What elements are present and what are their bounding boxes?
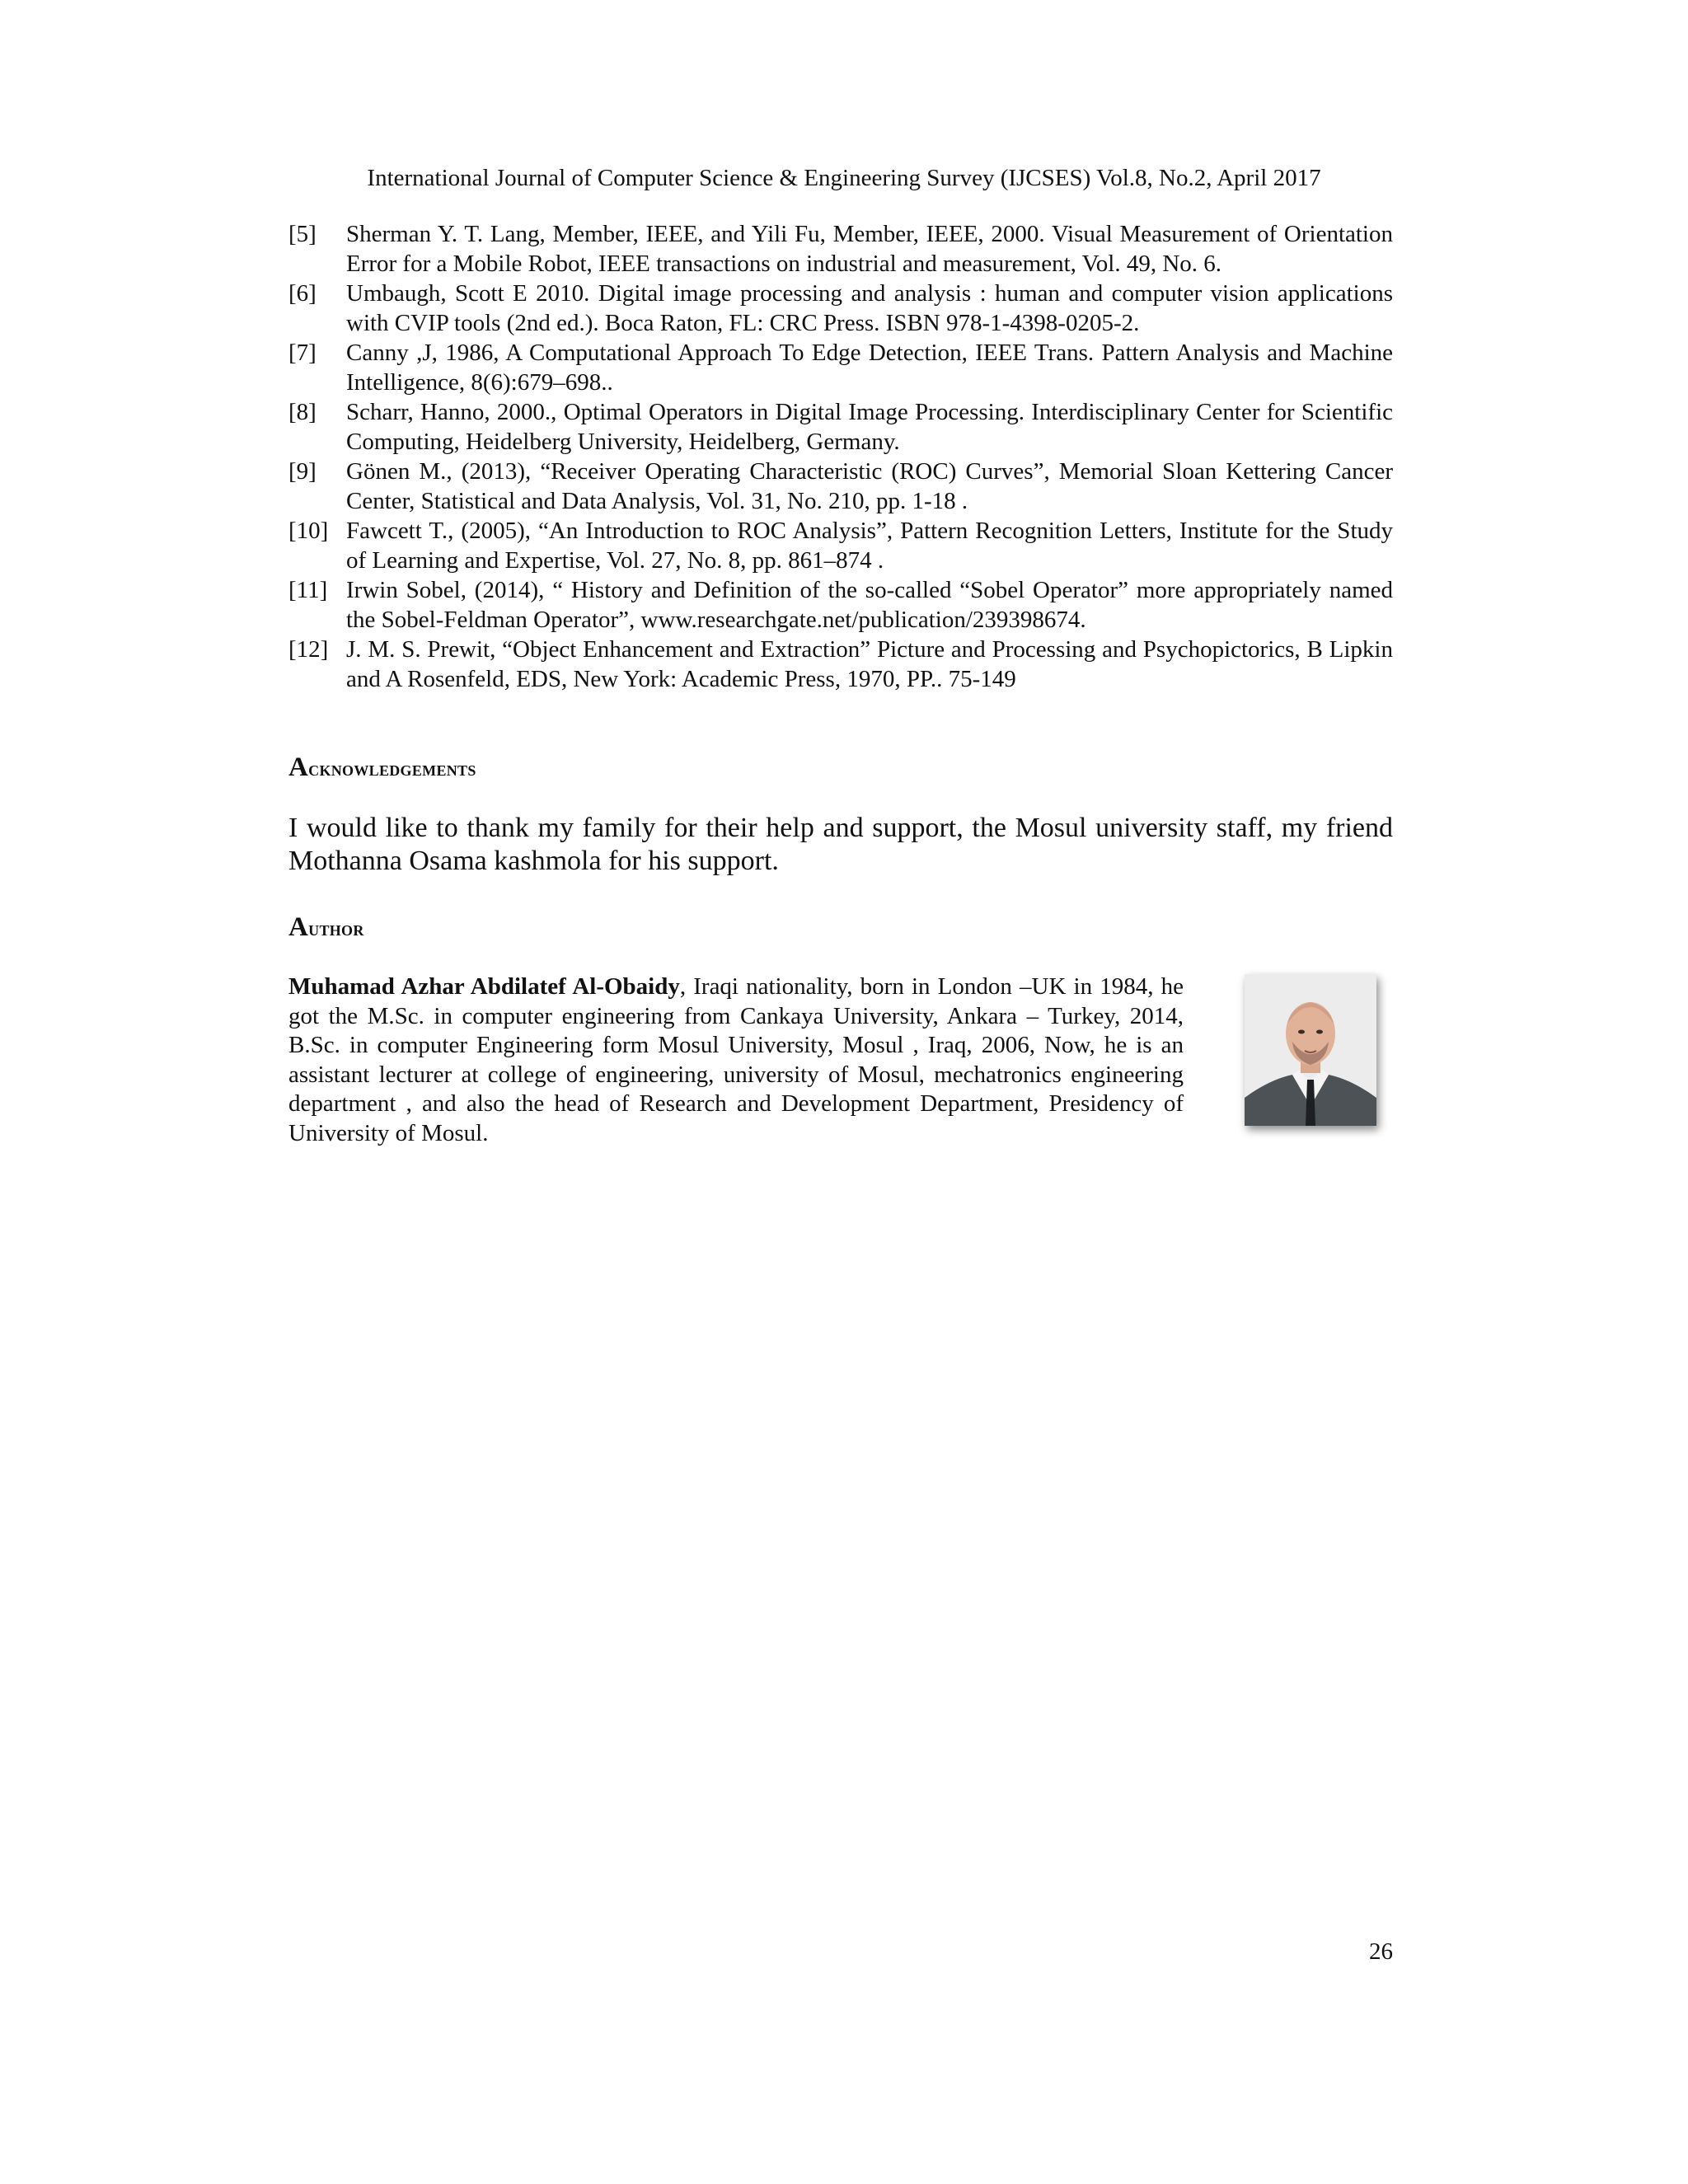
page-number: 26: [1369, 1938, 1393, 1965]
reference-text: Umbaugh, Scott E 2010. Digital image processing and analysis : human and computer vision applications with CVIP tools (2nd ed.). Boca Raton, FL: CRC Press. ISBN 978-1-4398-0205-2.: [346, 280, 1393, 336]
author-name: Muhamad Azhar Abdilatef Al-Obaidy: [288, 973, 680, 1000]
reference-number: [6]: [288, 280, 316, 307]
reference-number: [12]: [288, 636, 329, 663]
reference-item: [288, 457, 1393, 516]
reference-item: [288, 279, 1393, 338]
reference-item: [288, 575, 1393, 635]
reference-number: [9]: [288, 458, 316, 485]
reference-number: [7]: [288, 340, 316, 366]
reference-item: [288, 219, 1393, 279]
running-header: International Journal of Computer Science & Engineering Survey (IJCSES) Vol.8, No.2, April 2017: [367, 165, 1321, 191]
reference-number: [10]: [288, 518, 329, 544]
reference-item: [288, 635, 1393, 694]
acknowledgements-text: I would like to thank my family for their help and support, the Mosul university staff, my friend Mothanna Osama kashmola for his support.: [288, 813, 1393, 876]
reference-list: [288, 219, 1393, 694]
reference-text: Irwin Sobel, (2014), “ History and Definition of the so-called “Sobel Operator” more appropriately named the Sobel-Feldman Operator”, www.researchgate.net/publication/239398674.: [346, 577, 1393, 633]
reference-item: [288, 338, 1393, 397]
reference-text: J. M. S. Prewit, “Object Enhancement and Extraction” Picture and Processing and Psychopictorics, B Lipkin and A Rosenfeld, EDS, New York: Academic Press, 1970, PP.. 75-149: [346, 636, 1393, 692]
author-photo: [1245, 974, 1376, 1126]
reference-item: [288, 516, 1393, 575]
author-bio: [288, 972, 1184, 1148]
reference-text: Gönen M., (2013), “Receiver Operating Characteristic (ROC) Curves”, Memorial Sloan Kettering Cancer Center, Statistical and Data Analysis, Vol. 31, No. 210, pp. 1-18 .: [346, 458, 1393, 514]
reference-number: [8]: [288, 399, 316, 425]
reference-item: [288, 397, 1393, 457]
heading-initial: A: [288, 752, 309, 782]
author-heading: [288, 913, 364, 943]
heading-rest: cknowledgements: [308, 757, 476, 780]
heading-initial: A: [288, 912, 309, 942]
reference-text: Scharr, Hanno, 2000., Optimal Operators in Digital Image Processing. Interdisciplinary Center for Scientific Computing, Heidelberg University, Heidelberg, Germany.: [346, 399, 1393, 455]
reference-text: Sherman Y. T. Lang, Member, IEEE, and Yili Fu, Member, IEEE, 2000. Visual Measurement of Orientation Error for a Mobile Robot, IEEE transactions on industrial and measurement, Vol. 49, No. 6.: [346, 221, 1393, 277]
reference-text: Canny ,J, 1986, A Computational Approach To Edge Detection, IEEE Trans. Pattern Analysis and Machine Intelligence, 8(6):679–698..: [346, 340, 1393, 396]
acknowledgements-heading: [288, 753, 476, 783]
author-bio-text: , Iraqi nationality, born in London –UK in 1984, he got the M.Sc. in computer engineering from Cankaya University, Ankara – Turkey, 2014, B.Sc. in computer Engineering form Mosul University, Mosul , Iraq, 2006, Now, he is an assistant lecturer at college of engineering, university of Mosul, mechatronics engineering department , and also the head of Research and Development Department, Presidency of University of Mosul.: [288, 973, 1184, 1146]
reference-text: Fawcett T., (2005), “An Introduction to ROC Analysis”, Pattern Recognition Letters, Institute for the Study of Learning and Expertise, Vol. 27, No. 8, pp. 861–874 .: [346, 518, 1393, 574]
author-portrait-image: [1245, 974, 1376, 1126]
reference-number: [5]: [288, 221, 316, 247]
reference-number: [11]: [288, 577, 328, 603]
heading-rest: uthor: [308, 916, 364, 940]
